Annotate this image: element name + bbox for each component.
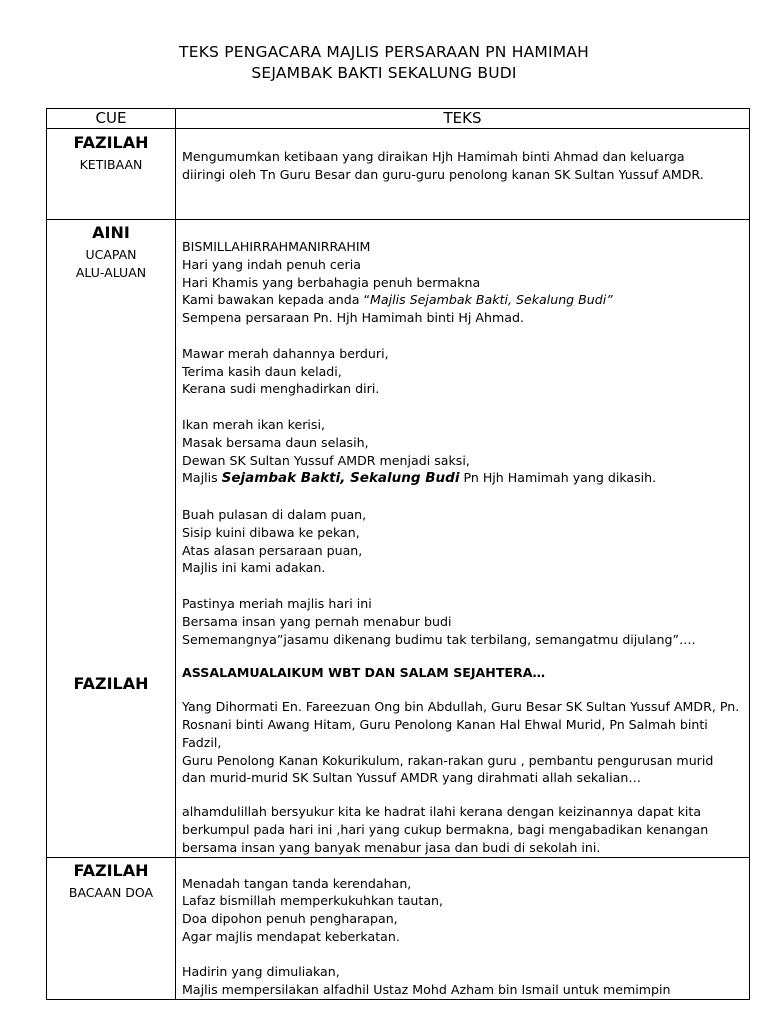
event-name-bold: Sejambak Bakti, Sekalung Budi [221, 470, 460, 487]
text-line: berkumpul pada hari ini ,hari yang cukup bermakna, bagi mengabadikan kenangan [182, 821, 709, 837]
cue-cell [47, 129, 176, 220]
segment-label: UCAPAN [85, 247, 137, 262]
text-line: alhamdulillah bersyukur kita ke hadrat ilahi kerana dengan keizinannya dapat kita [182, 804, 702, 820]
text-line: Yang Dihormati En. Fareezuan Ong bin Abdullah, Guru Besar SK Sultan Yussuf AMDR, Pn. [182, 699, 740, 715]
table-row [47, 857, 750, 1000]
pantun-line: Agar majlis mendapat keberkatan. [182, 928, 400, 944]
pantun-line: Sisip kuini dibawa ke pekan, [182, 524, 360, 540]
event-name-italic: Majlis Sejambak Bakti, Sekalung Budi” [369, 292, 613, 308]
teks-cell [176, 129, 750, 220]
pantun-line: Lafaz bismillah memperkukuhkan tautan, [182, 893, 444, 909]
speaker-name: AINI [92, 223, 130, 242]
text-line: Bersama insan yang pernah menabur budi [182, 613, 452, 629]
cue-cell [47, 220, 176, 858]
speaker-name: FAZILAH [73, 860, 149, 880]
text-line: Majlis mempersilakan alfadhil Ustaz Mohd Azham bin Ismail untuk memimpin [182, 982, 671, 998]
pantun-line: Terima kasih daun keladi, [182, 363, 342, 379]
header-teks: TEKS [176, 109, 750, 129]
text-line: dan murid-murid SK Sultan Yussuf AMDR yang dirahmati allah sekalian… [182, 770, 641, 786]
pantun-line: Atas alasan persaraan puan, [182, 542, 363, 558]
teks-cell [176, 220, 750, 858]
table-row [47, 220, 750, 858]
header-cue: CUE [47, 109, 176, 129]
text-line: Hari yang indah penuh ceria [182, 256, 361, 272]
pantun-line: Masak bersama daun selasih, [182, 434, 369, 450]
text-span: Pn Hjh Hamimah yang dikasih. [459, 470, 657, 486]
speaker-name: FAZILAH [73, 674, 149, 693]
text-line: Sememangnya”jasamu dikenang budimu tak terbilang, semangatmu dijulang”…. [182, 631, 696, 647]
pantun-line: Ikan merah ikan kerisi, [182, 416, 325, 432]
pantun-line: Kerana sudi menghadirkan diri. [182, 381, 380, 397]
teks-cell [176, 857, 750, 1000]
text-line: Pastinya meriah majlis hari ini [182, 595, 372, 611]
text-line: diiringi oleh Tn Guru Besar dan guru-guru penolong kanan SK Sultan Yussuf AMDR. [182, 166, 704, 182]
text-line: Hari Khamis yang berbahagia penuh bermakna [182, 274, 481, 290]
text-line [182, 291, 743, 309]
segment-label: BACAAN DOA [68, 884, 154, 900]
pantun-line: Doa dipohon penuh pengharapan, [182, 911, 398, 927]
cue-cell [47, 857, 176, 1000]
text-line: Hadirin yang dimuliakan, [182, 964, 340, 980]
document-title-line-1: TEKS PENGACARA MAJLIS PERSARAAN PN HAMIMAH [179, 43, 589, 61]
pantun-line: Buah pulasan di dalam puan, [182, 506, 367, 522]
text-line: Mengumumkan ketibaan yang diraikan Hjh Hamimah binti Ahmad dan keluarga [182, 149, 685, 164]
text-line: Rosnani binti Awang Hitam, Guru Penolong Kanan Hal Ehwal Murid, Pn Salmah binti Fadzil, [182, 716, 708, 750]
pantun-line: Mawar merah dahannya berduri, [182, 345, 389, 361]
text-span: Majlis [182, 470, 222, 486]
document-title-line-2: SEJAMBAK BAKTI SEKALUNG BUDI [251, 64, 517, 82]
pantun-line: Majlis ini kami adakan. [182, 560, 326, 576]
text-line: Sempena persaraan Pn. Hjh Hamimah binti Hj Ahmad. [182, 310, 524, 326]
pantun-line: Dewan SK Sultan Yussuf AMDR menjadi saksi, [182, 452, 470, 468]
pantun-line [182, 469, 743, 488]
salam-line: ASSALAMUALAIKUM WBT DAN SALAM SEJAHTERA… [182, 665, 546, 681]
script-table [46, 108, 750, 1000]
table-row [47, 129, 750, 220]
text-span: Kami bawakan kepada anda “ [182, 292, 370, 308]
speaker-name: FAZILAH [73, 133, 149, 152]
pantun-line: Menadah tangan tanda kerendahan, [182, 875, 412, 891]
segment-label: ALU-ALUAN [75, 265, 147, 280]
text-line: BISMILLAHIRRAHMANIRRAHIM [182, 239, 371, 254]
segment-label: KETIBAAN [79, 157, 143, 172]
text-line: Guru Penolong Kanan Kokurikulum, rakan-rakan guru , pembantu pengurusan murid [182, 752, 714, 768]
text-line: bersama insan yang banyak menabur jasa dan budi di sekolah ini. [182, 839, 601, 855]
